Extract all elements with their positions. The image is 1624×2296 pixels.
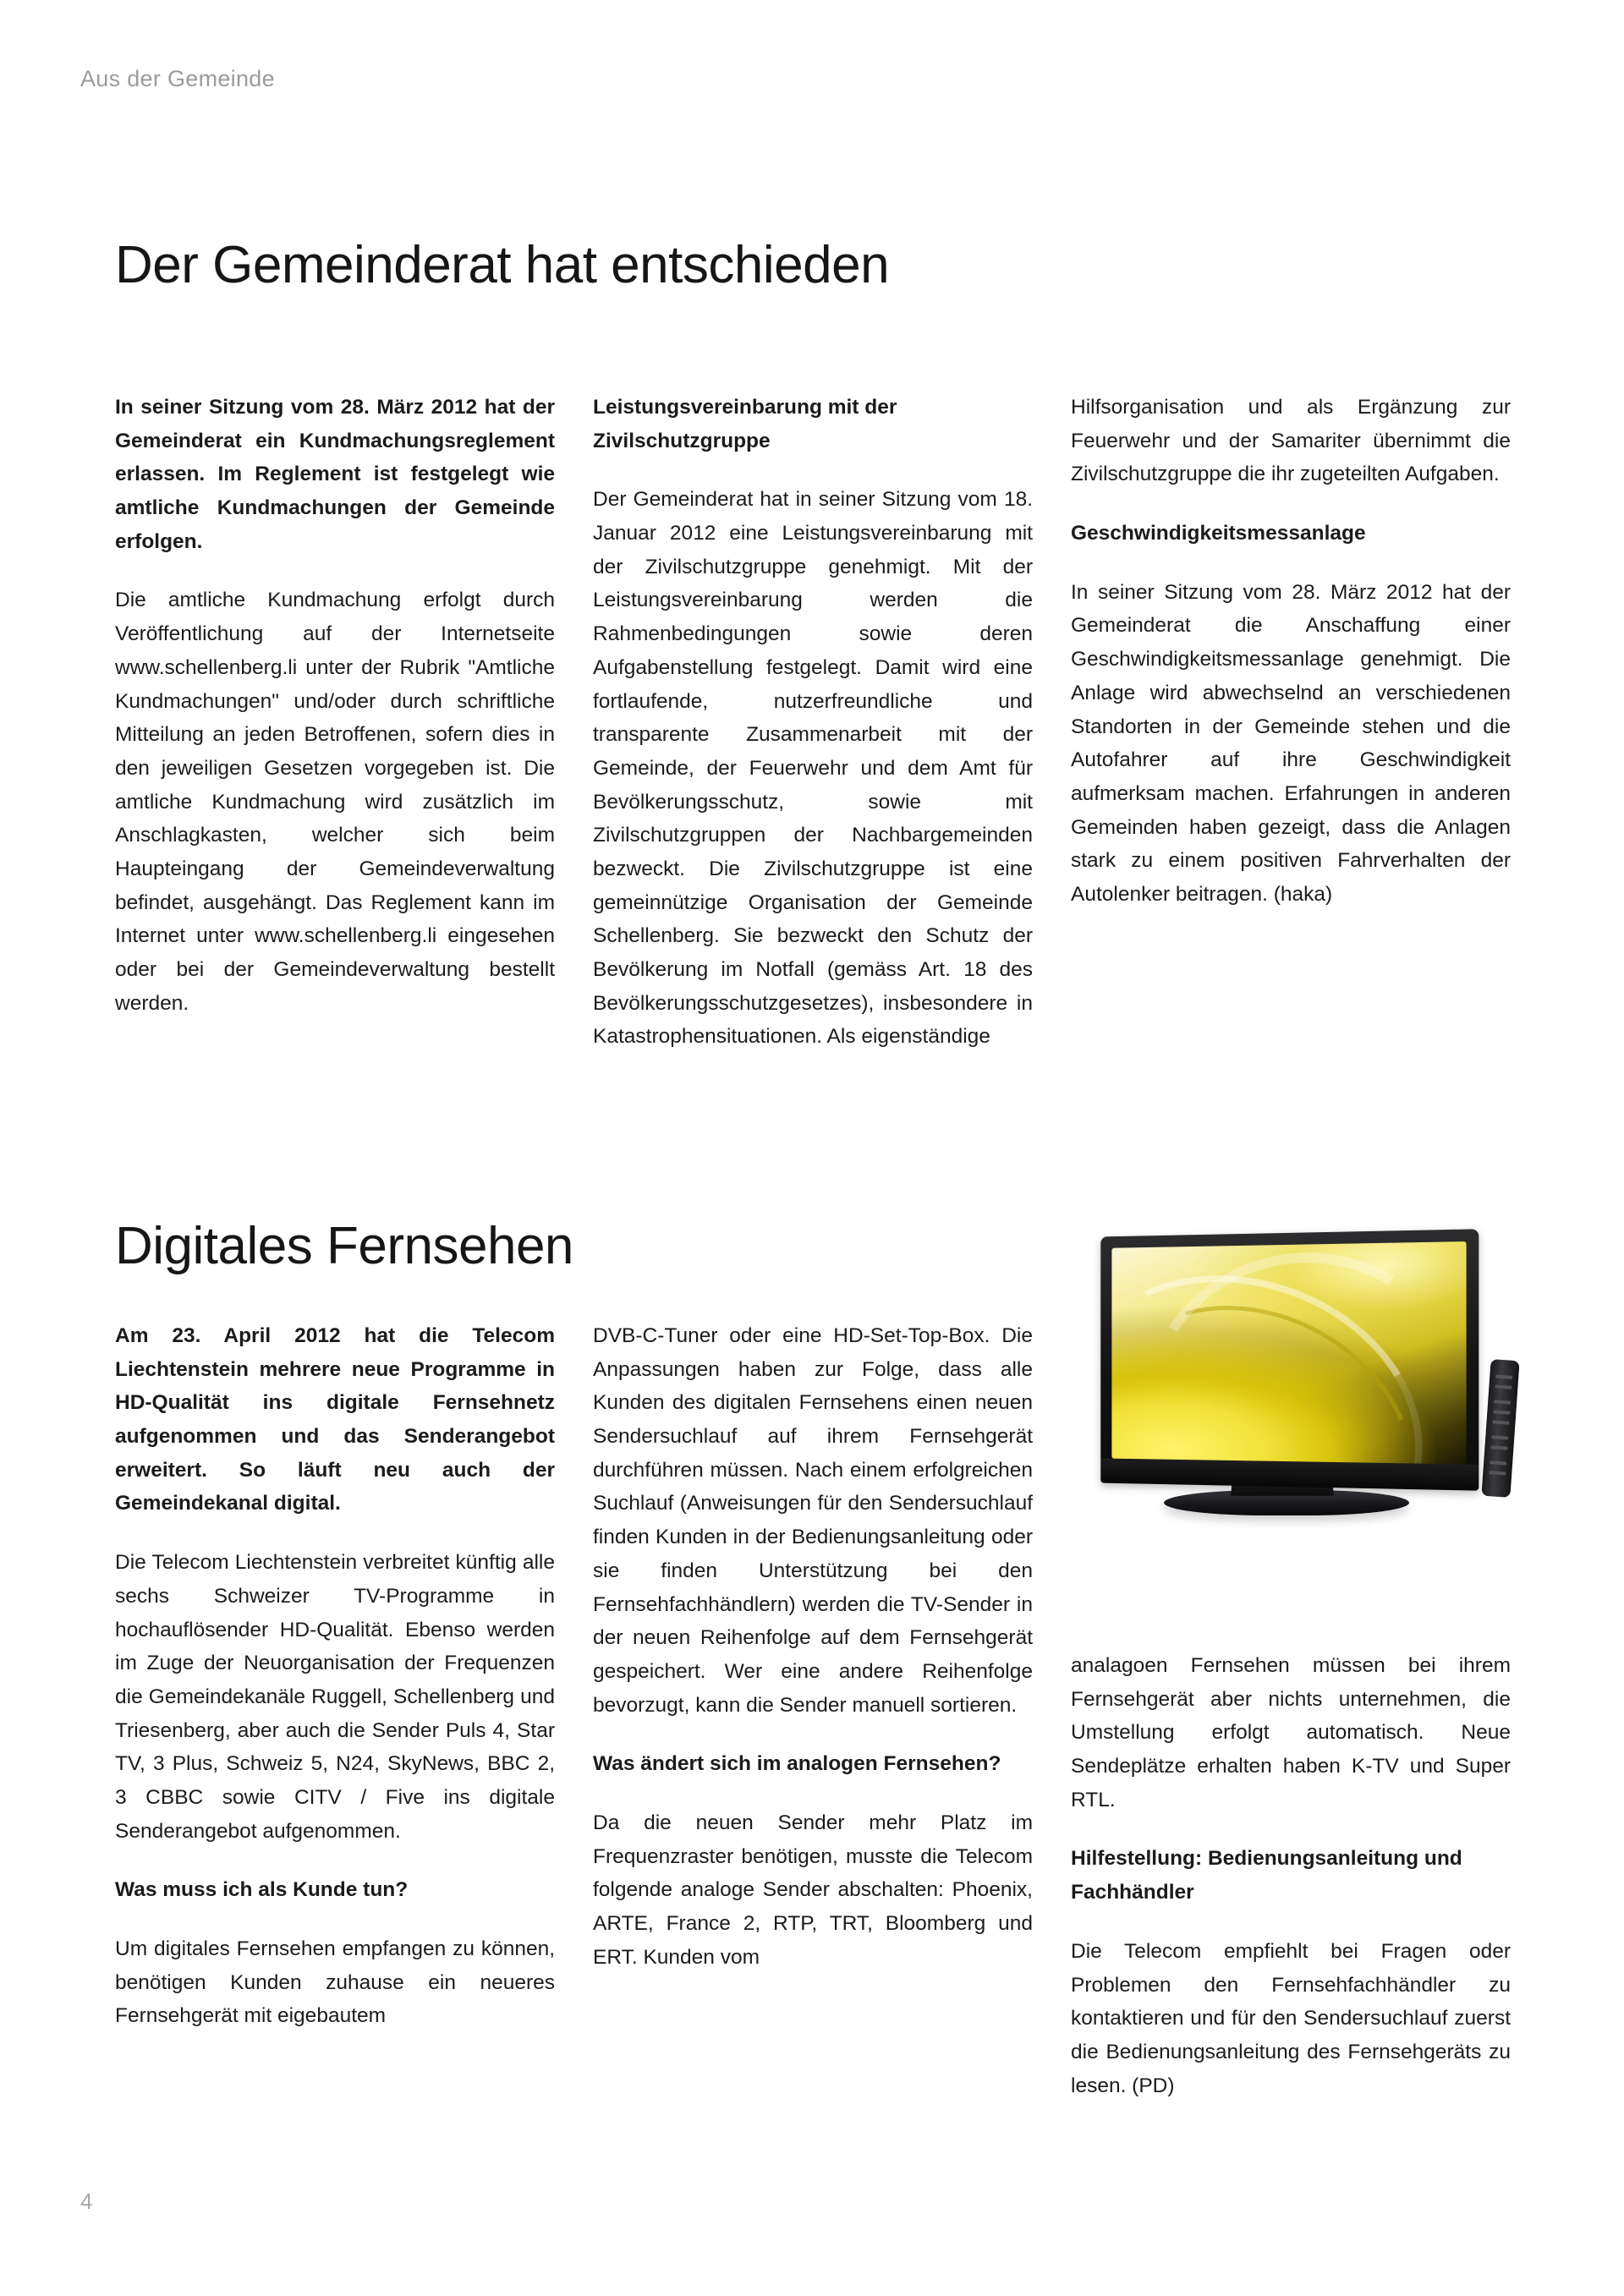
page-number: 4 — [80, 2189, 93, 2214]
column-1 — [115, 1319, 555, 2033]
body-paragraph-continued: Hilfsorganisation und als Ergänzung zur Feuerwehr und der Samariter übernimmt die Zivilschutzgruppe die ihr zugeteilten Aufgaben. — [1071, 396, 1511, 486]
body-paragraph: Da die neuen Sender mehr Platz im Frequenzraster benötigen, musste die Telecom folgende analoge Sender abschalten: Phoenix, ARTE, France 2, RTP, TRT, Bloomberg und ERT. Kunden vom — [593, 1811, 1033, 1969]
article-digitales-fernsehen — [115, 1218, 1045, 1275]
column-3 — [1071, 1319, 1511, 2097]
body-paragraph: Der Gemeinderat hat in seiner Sitzung vom 18. Januar 2012 eine Leistungsvereinbarung mit der Zivilschutzgruppe genehmigt. Mit der Leistungsvereinbarung werden die Rahmenbedingungen sowie deren Aufgabenstellung festgelegt. Damit wird eine fortlaufende, nutzerfreundliche und transparente Zusammenarbeit mit der Gemeinde, der Feuerwehr und dem Amt für Bevölkerungsschutz, sowie mit Zivilschutzgruppen der Nachbargemeinden bezweckt. Die Zivilschutzgruppe ist eine gemeinnützige Organisation der Gemeinde Schellenberg. Sie bezweckt den Schutz der Bevölkerung im Notfall (gemäss Art. 18 des Bevölkerungsschutzgesetzes), insbesondere in Katastrophensituationen. Als eigenständige — [593, 488, 1033, 1049]
body-paragraph-continued: analagoen Fernsehen müssen bei ihrem Fernsehgerät aber nichts unternehmen, die Umstellung erfolgt automatisch. Neue Sendeplätze erhalten haben K-TV und Super RTL. — [1071, 1654, 1511, 1811]
column-2 — [593, 1319, 1033, 2033]
page-title: Der Gemeinderat hat entschieden — [115, 236, 890, 294]
article-gemeinderat — [115, 237, 1526, 294]
article-digitales-fernsehen-columns — [115, 1319, 1534, 2097]
body-paragraph-continued: DVB-C-Tuner oder eine HD-Set-Top-Box. Die Anpassungen haben zur Folge, dass alle Kunden des digitalen Fernsehens einen neuen Sendersuchlauf auf ihrem Fernsehgerät durchführen müssen. Nach einem erfolgreichen Suchlauf (Anweisungen für den Sendersuchlauf finden Kunden in der Bedienungsanleitung oder sie finden Unterstützung bei den Fernsehfachhändlern) werden die TV-Sender in der neuen Reihenfolge auf dem Fernsehgerät gespeichert. Wer eine andere Reihenfolge bevorzugt, kann die Sender manuell sortieren. — [593, 1324, 1033, 1717]
lead-paragraph: In seiner Sitzung vom 28. März 2012 hat der Gemeinderat ein Kundmachungsreglement erlassen. Im Reglement ist festgelegt wie amtliche Kundmachungen der Gemeinde erfolgen. — [115, 396, 555, 553]
section-subhead: Was muss ich als Kunde tun? — [115, 1878, 409, 1902]
column-2 — [593, 391, 1033, 1054]
body-paragraph: In seiner Sitzung vom 28. März 2012 hat der Gemeinderat die Anschaffung einer Geschwindigkeitsmessanlage genehmigt. Die Anlage wird abwechselnd an verschiedenen Standorten in der Gemeinde stehen und die Autofahrer auf ihre Geschwindigkeit aufmerksam machen. Erfahrungen in anderen Gemeinden haben gezeigt, dass die Anlagen stark zu einem positiven Fahrverhalten der Autolenker beitragen. (haka) — [1071, 580, 1511, 906]
section-subhead: Geschwindigkeitsmessanlage — [1071, 522, 1366, 545]
body-paragraph: Die Telecom empfiehlt bei Fragen oder Problemen den Fernsehfachhändler zu kontaktieren und für den Sendersuchlauf zuerst die Bedienungsanleitung des Fernsehgeräts zu lesen. (PD) — [1071, 1939, 1511, 2097]
section-subhead: Leistungsvereinbarung mit der Zivilschutzgruppe — [593, 396, 897, 452]
article-title: Digitales Fernsehen — [115, 1217, 573, 1275]
column-1 — [115, 391, 555, 1054]
column-3 — [1071, 391, 1511, 1054]
running-head: Aus der Gemeinde — [80, 66, 275, 91]
body-paragraph: Um digitales Fernsehen empfangen zu können, benötigen Kunden zuhause ein neueres Fernsehgerät mit eigebautem — [115, 1937, 555, 2028]
section-subhead: Was ändert sich im analogen Fernsehen? — [593, 1752, 1001, 1776]
section-subhead: Hilfestellung: Bedienungsanleitung und Fachhändler — [1071, 1847, 1462, 1904]
body-paragraph: Die Telecom Liechtenstein verbreitet künftig alle sechs Schweizer TV-Programme in hochauflösender HD-Qualität. Ebenso werden im Zuge der Neuorganisation der Frequenzen die Gemeindekanäle Ruggell, Schellenberg und Triesenberg, aber auch die Sender Puls 4, Star TV, 3 Plus, Schweiz 5, N24, SkyNews, BBC 2, 3 CBBC sowie CITV / Five ins digitale Senderangebot aufgenommen. — [115, 1551, 555, 1843]
article-gemeinderat-columns — [115, 391, 1534, 1054]
lead-paragraph: Am 23. April 2012 hat die Telecom Liechtenstein mehrere neue Programme in HD-Qualität ins digitale Fernsehnetz aufgenommen und das Senderangebot erweitert. So läuft neu auch der Gemeindekanal digital. — [115, 1324, 555, 1515]
body-paragraph: Die amtliche Kundmachung erfolgt durch Veröffentlichung auf der Internetseite www.schellenberg.li unter der Rubrik "Amtliche Kundmachungen" und/oder durch schriftliche Mitteilung an jeden Betroffenen, sofern dies in den jeweiligen Gesetzen vorgegeben ist. Die amtliche Kundmachung wird zusätzlich im Anschlagkasten, welcher sich beim Haupteingang der Gemeindeverwaltung befindet, ausgehängt. Das Reglement kann im Internet unter www.schellenberg.li eingesehen oder bei der Gemeindeverwaltung bestellt werden. — [115, 589, 555, 1015]
